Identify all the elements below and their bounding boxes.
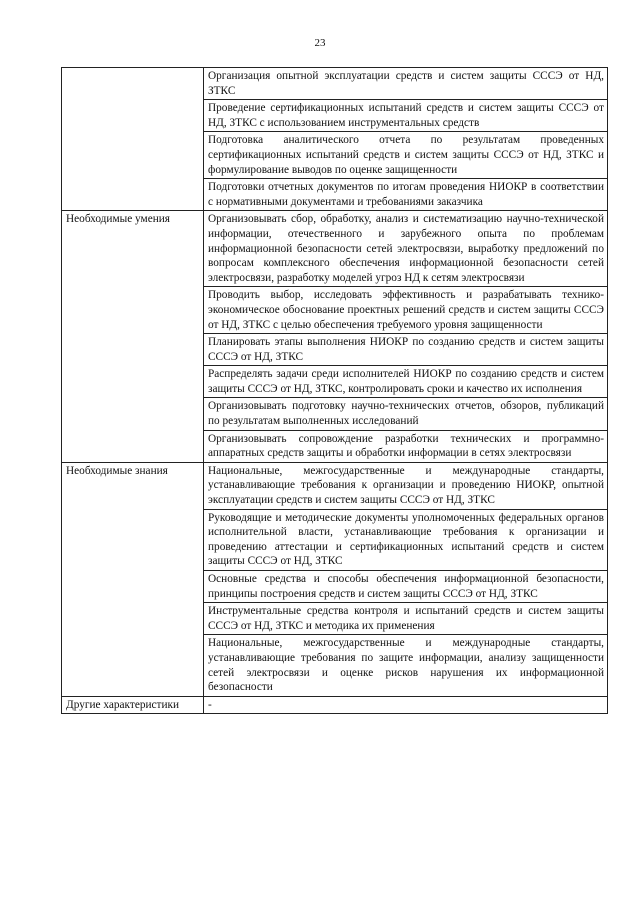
- row-text: Планировать этапы выполнения НИОКР по созданию средств и систем защиты СССЭ от НД, ЗТКС: [204, 334, 608, 366]
- row-text: Основные средства и способы обеспечения информационной безопасности, принципы построения средств и систем защиты СССЭ от НД, ЗТКС: [204, 571, 608, 603]
- row-label-knowledge: Необходимые знания: [62, 462, 204, 696]
- row-text: Организация опытной эксплуатации средств и систем защиты СССЭ от НД, ЗТКС: [204, 68, 608, 100]
- row-text: Проводить выбор, исследовать эффективность и разрабатывать технико-экономическое обоснование проектных решений средств и систем защиты СССЭ от НД, ЗТКС с целью обеспечения требуемого уровня защищенности: [204, 287, 608, 334]
- row-label-skills: Необходимые умения: [62, 211, 204, 463]
- row-text: Инструментальные средства контроля и испытаний средств и систем защиты СССЭ от НД, ЗТКС и методика их применения: [204, 603, 608, 635]
- row-text: Распределять задачи среди исполнителей НИОКР по созданию средств и систем защиты СССЭ от НД, ЗТКС, контролировать сроки и качество их исполнения: [204, 366, 608, 398]
- table-row: [62, 211, 608, 287]
- qualification-table: [61, 67, 608, 714]
- row-text: Подготовки отчетных документов по итогам проведения НИОКР в соответствии с нормативными документами и требованиями заказчика: [204, 179, 608, 211]
- row-text: -: [204, 696, 608, 714]
- page-number: 23: [314, 37, 326, 49]
- row-text: Подготовка аналитического отчета по результатам проведенных сертификационных испытаний средств и систем защиты СССЭ от НД, ЗТКС и формулирование выводов по оценке защищенности: [204, 132, 608, 179]
- row-label: [62, 68, 204, 211]
- table-row: [62, 68, 608, 100]
- table-row: [62, 462, 608, 509]
- row-text: Организовывать сбор, обработку, анализ и систематизацию научно-технической информации, отечественного и зарубежного опыта по проблемам информационной безопасности сетей электросвязи, выработку предложений по вопросам комплексного обеспечения информационной безопасности сетей электросвязи, разработку моделей угроз НД к сетям электросвязи: [204, 211, 608, 287]
- row-text: Проведение сертификационных испытаний средств и систем защиты СССЭ от НД, ЗТКС с использованием инструментальных средств: [204, 100, 608, 132]
- row-text: Организовывать подготовку научно-технических отчетов, обзоров, публикаций по результатам выполненных исследований: [204, 398, 608, 430]
- row-text: Национальные, межгосударственные и международные стандарты, устанавливающие требования по защите информации, анализу защищенности сетей электросвязи и оценке рисков нарушения их информационной безопасности: [204, 635, 608, 696]
- row-label-other: Другие характеристики: [62, 696, 204, 714]
- row-text: Руководящие и методические документы уполномоченных федеральных органов исполнительной власти, устанавливающие требования к организации и проведению аттестации и сертификационных испытаний средств и систем защиты СССЭ от НД, ЗТКС: [204, 509, 608, 570]
- row-text: Национальные, межгосударственные и международные стандарты, устанавливающие требования к организации и проведению НИОКР, опытной эксплуатации средств и систем защиты СССЭ от НД, ЗТКС: [204, 462, 608, 509]
- table-row: [62, 696, 608, 714]
- row-text: Организовывать сопровождение разработки технических и программно-аппаратных средств защиты и обработки информации в сетях электросвязи: [204, 430, 608, 462]
